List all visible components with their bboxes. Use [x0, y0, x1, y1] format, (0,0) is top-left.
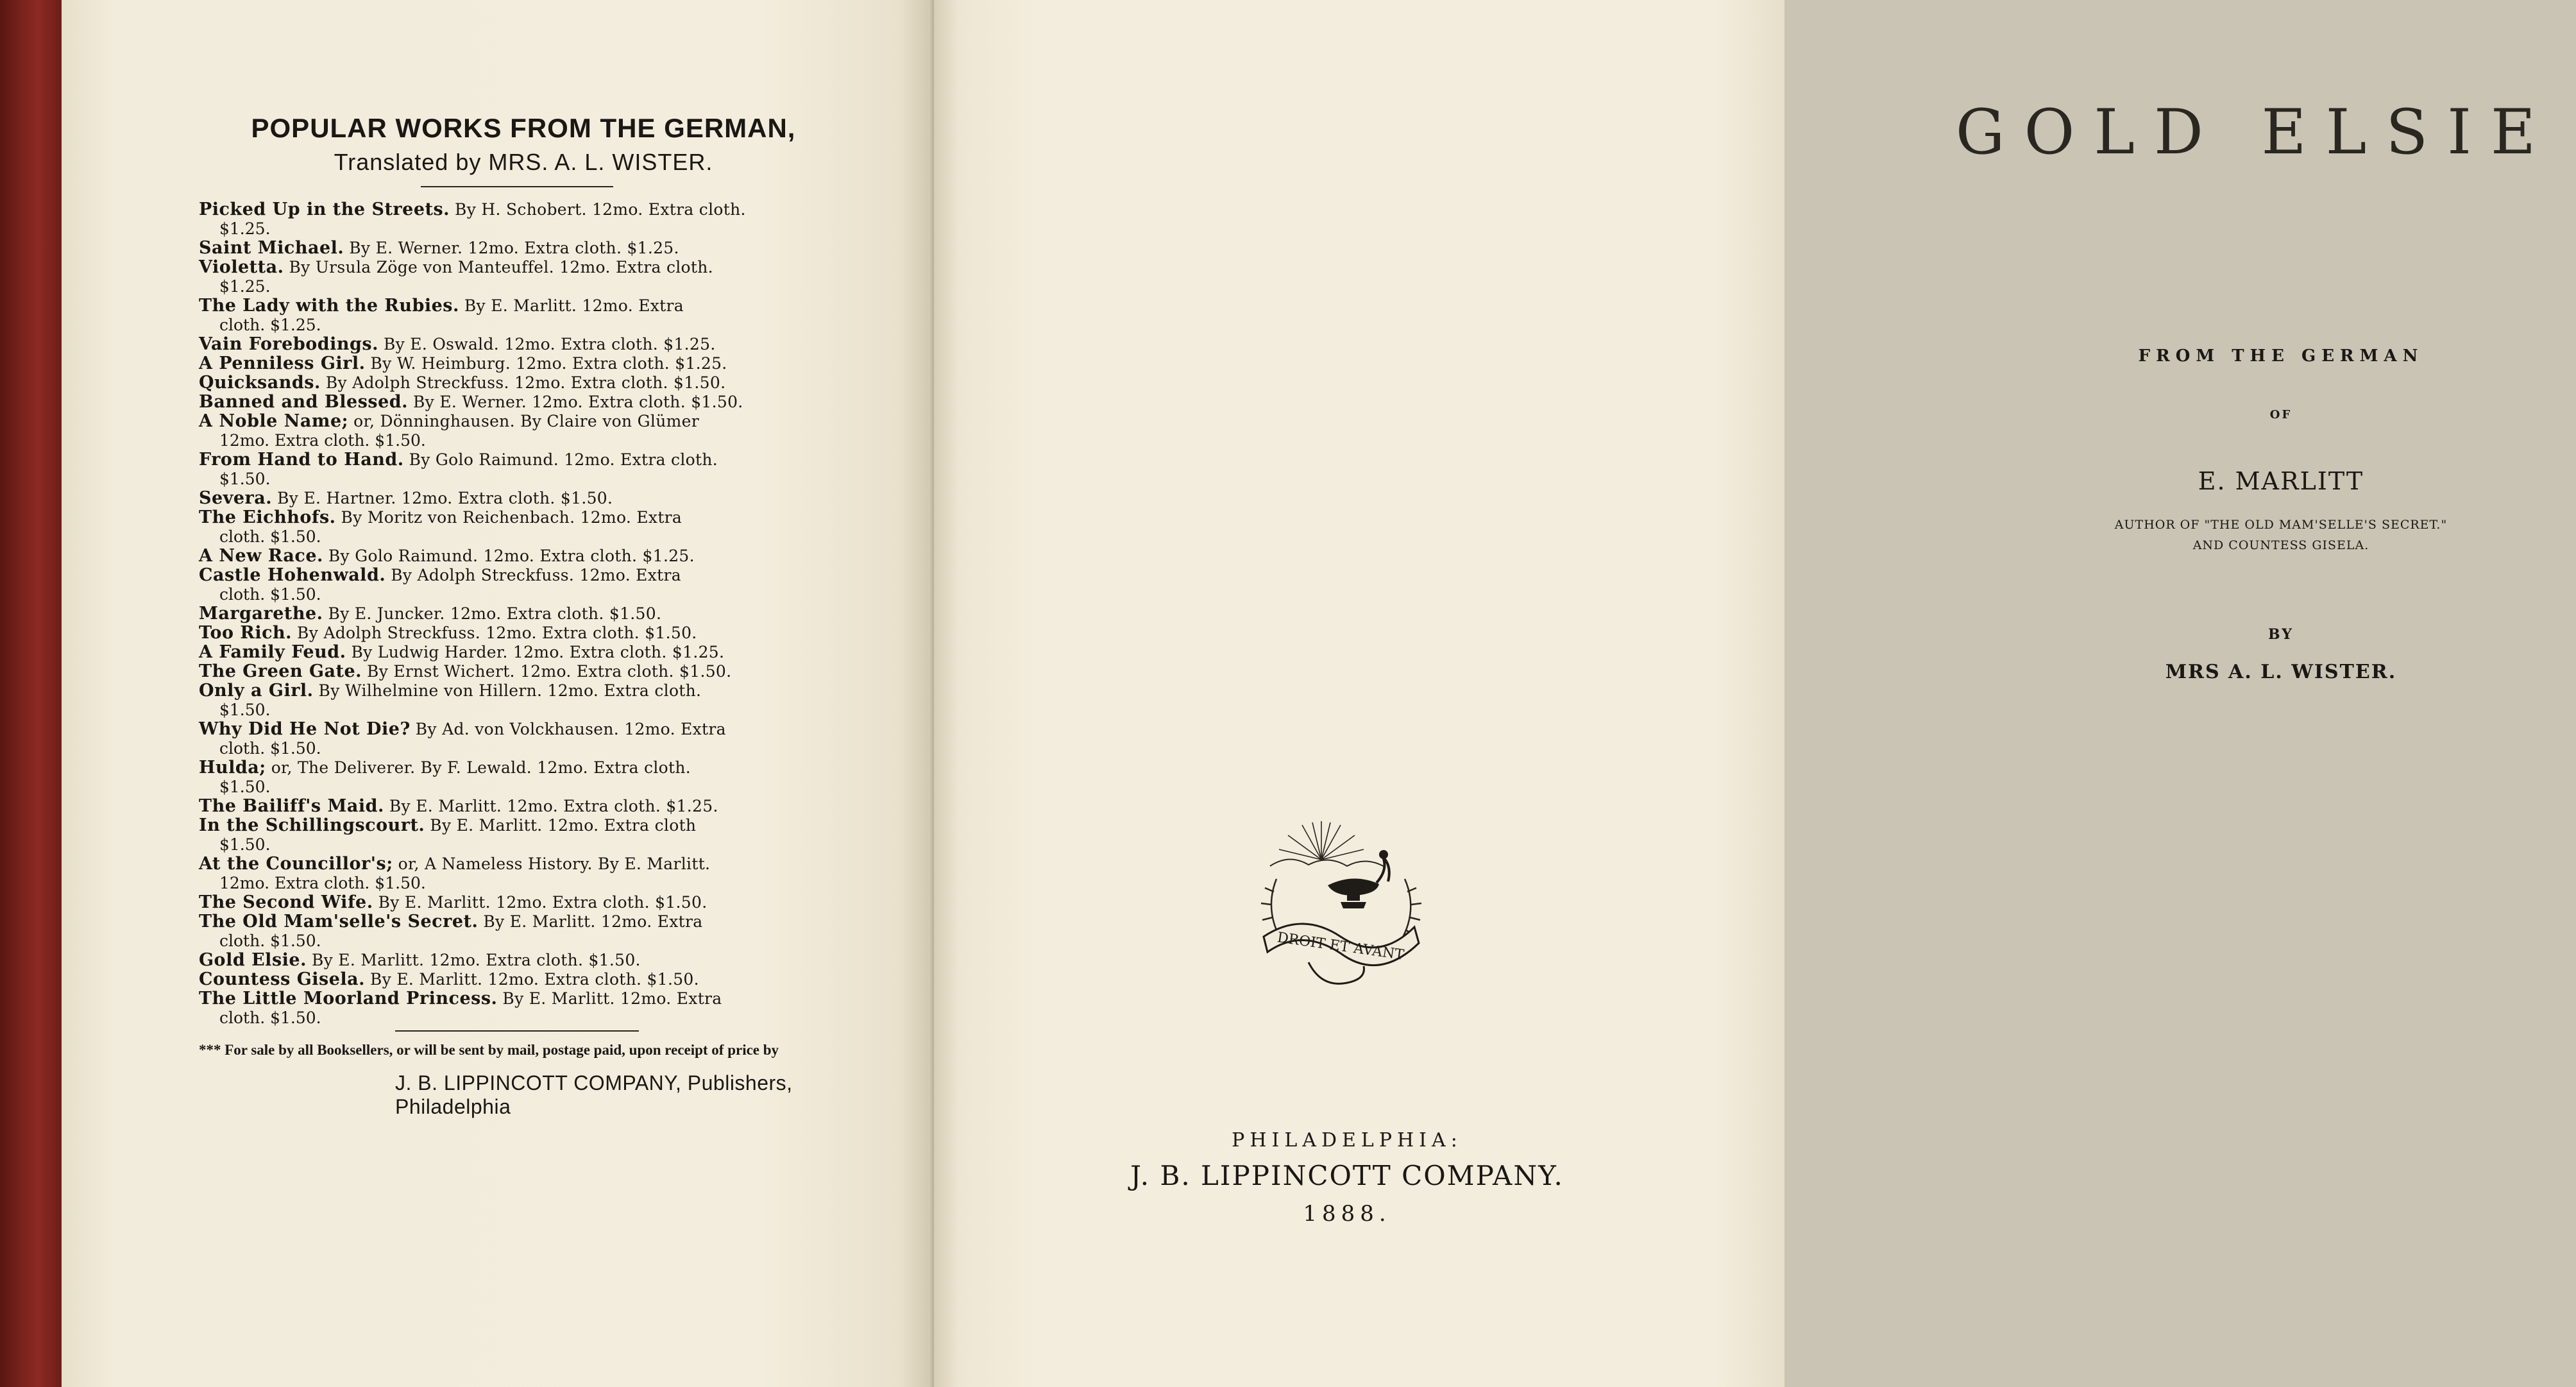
book-details: By E. Marlitt. 12mo. Extra cloth: [430, 816, 697, 835]
book-details: By E. Marlitt. 12mo. Extra: [502, 989, 722, 1008]
book-list-item: [199, 912, 885, 951]
book-details-continued: $1.25.: [219, 219, 271, 238]
book-title-entry: Margarethe.: [199, 604, 323, 624]
author-note-line-1: AUTHOR OF "THE OLD MAM'SELLE'S SECRET.": [2114, 518, 2448, 532]
publication-year: 1888.: [1303, 1201, 1391, 1227]
book-title-entry: In the Schillingscourt.: [199, 815, 425, 835]
book-details: By E. Marlitt. 12mo. Extra cloth. $1.50.: [311, 951, 641, 969]
book-title-entry: A New Race.: [199, 546, 323, 566]
book-title-entry: A Penniless Girl.: [199, 353, 366, 373]
book-title-entry: The Little Moorland Princess.: [199, 989, 498, 1008]
book-list-item: [199, 797, 885, 816]
book-cover-edge: [0, 0, 64, 1387]
book-list-item: [199, 855, 885, 893]
ad-subheading: Translated by MRS. A. L. WISTER.: [334, 149, 713, 175]
left-page: [62, 0, 934, 1387]
book-details: By Ursula Zöge von Manteuffel. 12mo. Extra cloth.: [289, 258, 713, 277]
book-list-item: [199, 604, 885, 624]
book-details: By Golo Raimund. 12mo. Extra cloth. $1.25.: [328, 547, 695, 565]
book-list-item: [199, 239, 885, 258]
book-details: By Wilhelmine von Hillern. 12mo. Extra cloth.: [318, 681, 702, 700]
book-title: GOLD ELSIE: [1955, 96, 2555, 168]
device-motto: DROIT ET AVANT: [1276, 930, 1405, 964]
book-details: By W. Heimburg. 12mo. Extra cloth. $1.25.: [370, 354, 727, 373]
book-list-item: [199, 450, 885, 489]
book-list-item: [199, 643, 885, 662]
book-title-entry: Quicksands.: [199, 373, 321, 393]
book-details: By Adolph Streckfuss. 12mo. Extra cloth. $1.50.: [297, 624, 697, 642]
book-list-item: [199, 296, 885, 335]
divider-bottom: [395, 1030, 639, 1032]
author-note: [1999, 515, 2563, 556]
sun-rays-icon: [1279, 821, 1364, 860]
book-details: By E. Marlitt. 12mo. Extra: [483, 912, 703, 931]
book-title-entry: Why Did He Not Die?: [199, 719, 411, 739]
book-title-entry: The Second Wife.: [199, 892, 373, 912]
book-title-entry: Saint Michael.: [199, 238, 344, 258]
author-note-line-2: AND COUNTESS GISELA.: [2192, 538, 2369, 552]
book-details: By E. Werner. 12mo. Extra cloth. $1.25.: [349, 239, 679, 257]
book-title-entry: The Lady with the Rubies.: [199, 296, 459, 316]
book-list-item: [199, 720, 885, 758]
book-list-item: [199, 951, 885, 970]
book-title-entry: The Bailiff's Maid.: [199, 796, 384, 816]
book-list-item: [199, 816, 885, 855]
book-details-continued: cloth. $1.25.: [219, 316, 321, 334]
book-details: By Ernst Wichert. 12mo. Extra cloth. $1.50.: [367, 662, 732, 681]
book-details: By Adolph Streckfuss. 12mo. Extra cloth. $1.50.: [325, 373, 726, 392]
book-details-continued: $1.50.: [219, 470, 271, 488]
book-title-entry: The Green Gate.: [199, 661, 362, 681]
book-details-continued: 12mo. Extra cloth. $1.50.: [219, 874, 426, 892]
book-list-item: [199, 489, 885, 508]
book-details: By E. Marlitt. 12mo. Extra cloth. $1.25.: [389, 797, 718, 815]
book-list-item: [199, 566, 885, 604]
book-details: By Adolph Streckfuss. 12mo. Extra: [391, 566, 681, 584]
book-details-continued: cloth. $1.50.: [219, 1008, 321, 1027]
book-details-continued: $1.25.: [219, 277, 271, 296]
book-list-item: [199, 373, 885, 393]
book-list: [199, 200, 885, 1028]
book-title-entry: Severa.: [199, 488, 273, 508]
book-list-item: [199, 547, 885, 566]
book-title-entry: Hulda;: [199, 758, 266, 778]
book-details: By Golo Raimund. 12mo. Extra cloth.: [409, 450, 718, 469]
book-title-entry: Too Rich.: [199, 623, 292, 643]
book-list-item: [199, 662, 885, 681]
book-details: By Ludwig Harder. 12mo. Extra cloth. $1.25.: [351, 643, 725, 661]
book-details-continued: $1.50.: [219, 778, 271, 796]
by-line: BY: [2268, 626, 2294, 643]
book-title-entry: Countess Gisela.: [199, 969, 366, 989]
book-details-continued: $1.50.: [219, 835, 271, 854]
book-list-item: [199, 893, 885, 912]
book-title-entry: Vain Forebodings.: [199, 334, 378, 354]
book-details: By E. Werner. 12mo. Extra cloth. $1.50.: [413, 393, 743, 411]
book-title-entry: Castle Hohenwald.: [199, 565, 386, 585]
book-list-item: [199, 681, 885, 720]
book-details: By H. Schobert. 12mo. Extra cloth.: [455, 200, 746, 219]
book-details: By E. Marlitt. 12mo. Extra cloth. $1.50.: [378, 893, 708, 912]
book-list-item: [199, 624, 885, 643]
divider-top: [421, 186, 613, 187]
ad-heading: POPULAR WORKS FROM THE GERMAN,: [251, 113, 796, 143]
book-title-entry: From Hand to Hand.: [199, 450, 404, 470]
book-title-entry: Only a Girl.: [199, 681, 314, 701]
book-list-item: [199, 412, 885, 450]
book-list-item: [199, 393, 885, 412]
book-list-item: [199, 970, 885, 989]
book-title-entry: A Family Feud.: [199, 642, 346, 662]
book-details: By E. Oswald. 12mo. Extra cloth. $1.25.: [383, 335, 716, 353]
book-details-continued: $1.50.: [219, 701, 271, 719]
book-title-entry: Gold Elsie.: [199, 950, 307, 970]
book-list-item: [199, 758, 885, 797]
book-details: or, The Deliverer. By F. Lewald. 12mo. Extra cloth.: [271, 758, 691, 777]
book-title-entry: Banned and Blessed.: [199, 392, 409, 412]
book-list-item: [199, 508, 885, 547]
book-details: By E. Marlitt. 12mo. Extra cloth. $1.50.: [370, 970, 699, 989]
oil-lamp-icon: [1328, 850, 1389, 908]
book-title-entry: The Old Mam'selle's Secret.: [199, 912, 479, 932]
publisher-device-emblem: [1251, 815, 1424, 994]
from-the-german-line: FROM THE GERMAN: [2138, 346, 2424, 366]
book-list-item: [199, 989, 885, 1028]
book-details: or, A Nameless History. By E. Marlitt.: [398, 855, 711, 873]
book-title-entry: Violetta.: [199, 257, 284, 277]
book-list-item: [199, 258, 885, 296]
book-details: By E. Marlitt. 12mo. Extra: [464, 296, 684, 315]
book-details: By Moritz von Reichenbach. 12mo. Extra: [341, 508, 682, 527]
book-list-item: [199, 200, 885, 239]
book-details: or, Dönninghausen. By Claire von Glümer: [353, 412, 699, 430]
publisher-imprint: J. B. LIPPINCOTT COMPANY, Publishers, Philadelphia: [395, 1071, 793, 1118]
book-list-item: [199, 354, 885, 373]
translator-name: MRS A. L. WISTER.: [2165, 661, 2397, 683]
book-title-entry: The Eichhofs.: [199, 507, 336, 527]
publisher-name: J. B. LIPPINCOTT COMPANY.: [1130, 1160, 1564, 1191]
book-details-continued: cloth. $1.50.: [219, 527, 321, 546]
book-details-continued: 12mo. Extra cloth. $1.50.: [219, 431, 426, 450]
author-name: E. MARLITT: [2198, 467, 2364, 495]
book-details: By E. Juncker. 12mo. Extra cloth. $1.50.: [328, 604, 662, 623]
book-details-continued: cloth. $1.50.: [219, 739, 321, 758]
book-title-entry: At the Councillor's;: [199, 854, 393, 874]
of-line: OF: [2269, 408, 2292, 421]
sale-note: *** For sale by all Booksellers, or will be sent by mail, postage paid, upon receipt of price by: [199, 1042, 779, 1058]
book-title-entry: A Noble Name;: [199, 411, 349, 431]
publisher-city: PHILADELPHIA:: [1232, 1129, 1462, 1152]
book-details-continued: cloth. $1.50.: [219, 585, 321, 604]
book-details-continued: cloth. $1.50.: [219, 932, 321, 950]
book-list-item: [199, 335, 885, 354]
book-details: By Ad. von Volckhausen. 12mo. Extra: [415, 720, 726, 738]
book-details: By E. Hartner. 12mo. Extra cloth. $1.50.: [277, 489, 613, 507]
book-title-entry: Picked Up in the Streets.: [199, 200, 450, 219]
